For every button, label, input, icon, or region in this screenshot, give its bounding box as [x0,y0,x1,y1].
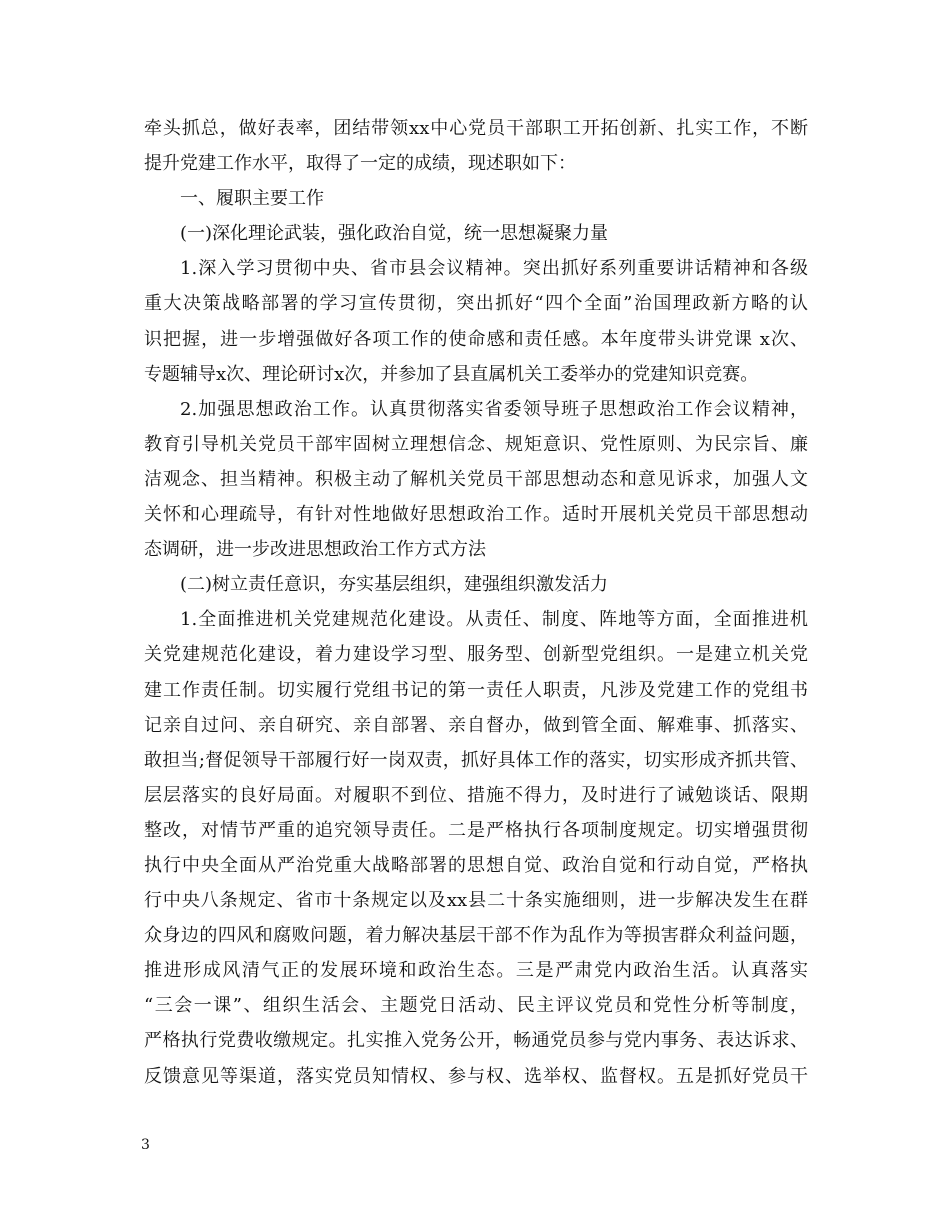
text-line: 反馈意见等渠道，落实党员知情权、参与权、选举权、监督权。五是抓好党员干 [144,1065,808,1087]
text-line: 众身边的四风和腐败问题，着力解决基层干部不作为乱作为等损害群众利益问题， [144,925,808,947]
text-line: 严格执行党费收缴规定。扎实推入党务公开，畅通党员参与党内事务、表达诉求、 [144,1030,808,1052]
body-text [144,111,808,1094]
text-line: 教育引导机关党员干部牢固树立理想信念、规矩意识、党性原则、为民宗旨、廉 [144,433,808,455]
text-line: 层层落实的良好局面。对履职不到位、措施不得力，及时进行了诫勉谈话、限期 [144,784,808,806]
text-line: 整改，对情节严重的追究领导责任。二是严格执行各项制度规定。切实增强贯彻 [144,819,808,841]
text-line: (一)深化理论武装，强化政治自觉，统一思想凝聚力量 [180,223,609,245]
text-line: 1.深入学习贯彻中央、省市县会议精神。突出抓好系列重要讲话精神和各级 [180,258,808,280]
text-line: 2.加强思想政治工作。认真贯彻落实省委领导班子思想政治工作会议精神， [180,398,808,420]
text-line: 敢担当;督促领导干部履行好一岗双责，抓好具体工作的落实，切实形成齐抓共管、 [144,749,808,771]
text-line: 建工作责任制。切实履行党组书记的第一责任人职责，凡涉及党建工作的党组书 [144,679,808,701]
text-line: 洁观念、担当精神。积极主动了解机关党员干部思想动态和意见诉求，加强人文 [144,468,808,490]
text-line: 关党建规范化建设，着力建设学习型、服务型、创新型党组织。一是建立机关党 [144,644,808,666]
text-line: 一、履职主要工作 [180,188,324,210]
text-line: (二)树立责任意识，夯实基层组织，建强组织激发活力 [180,574,609,596]
text-line: 提升党建工作水平，取得了一定的成绩，现述职如下： [144,153,576,175]
text-line: 牵头抓总，做好表率，团结带领xx中心党员干部职工开拓创新、扎实工作，不断 [144,118,808,139]
text-line: 执行中央全面从严治党重大战略部署的思想自觉、政治自觉和行动自觉，严格执 [144,854,808,876]
text-line: 记亲自过问、亲自研究、亲自部署、亲自督办，做到管全面、解难事、抓落实、 [144,714,808,736]
text-line: 识把握，进一步增强做好各项工作的使命感和责任感。本年度带头讲党课 x次、 [144,328,808,350]
text-line: 态调研，进一步改进思想政治工作方式方法 [144,539,486,561]
text-line: 关怀和心理疏导，有针对性地做好思想政治工作。适时开展机关党员干部思想动 [144,504,808,526]
text-line: 推进形成风清气正的发展环境和政治生态。三是严肃党内政治生活。认真落实 [144,960,808,982]
text-line: “三会一课”、组织生活会、主题党日活动、民主评议党员和党性分析等制度， [144,995,808,1017]
text-line: 行中央八条规定、省市十条规定以及xx县二十条实施细则，进一步解决发生在群 [144,890,808,912]
page-number: 3 [141,1137,150,1153]
text-line: 重大决策战略部署的学习宣传贯彻，突出抓好“四个全面”治国理政新方略的认 [144,293,808,315]
text-line: 1.全面推进机关党建规范化建设。从责任、制度、阵地等方面，全面推进机 [180,609,808,631]
text-line: 专题辅导x次、理论研讨x次，并参加了县直属机关工委举办的党建知识竞赛。 [144,363,759,385]
